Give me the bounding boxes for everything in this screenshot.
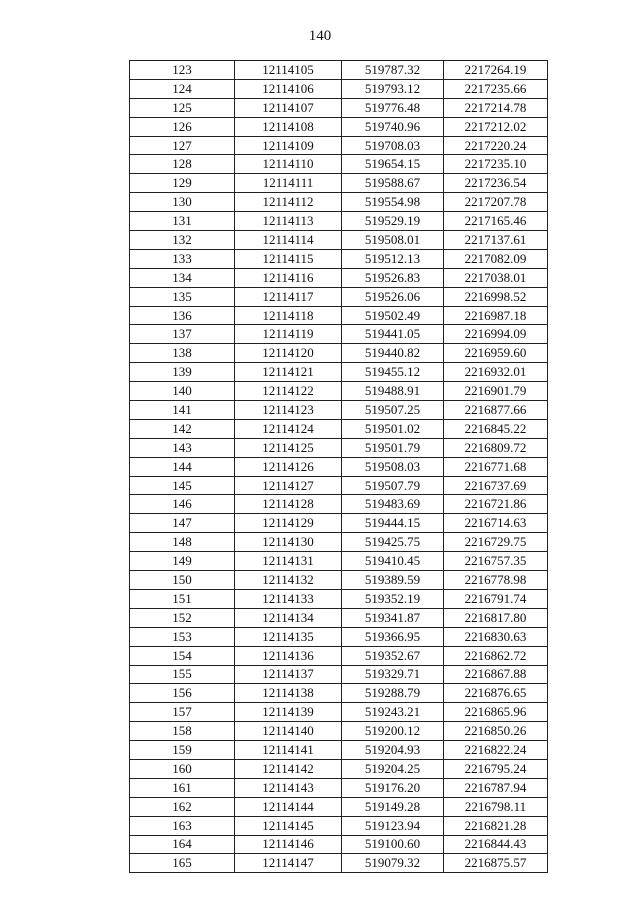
point-id-cell: 12114133 xyxy=(235,589,342,608)
point-number-cell: 135 xyxy=(130,287,235,306)
point-id-cell: 12114106 xyxy=(235,79,342,98)
y-coordinate-cell: 2216932.01 xyxy=(444,363,548,382)
table-row xyxy=(130,835,548,854)
table-row xyxy=(130,854,548,873)
point-id-cell: 12114122 xyxy=(235,382,342,401)
table-row xyxy=(130,722,548,741)
point-number-cell: 145 xyxy=(130,476,235,495)
x-coordinate-cell: 519123.94 xyxy=(342,816,444,835)
y-coordinate-cell: 2216757.35 xyxy=(444,552,548,571)
x-coordinate-cell: 519793.12 xyxy=(342,79,444,98)
point-number-cell: 161 xyxy=(130,778,235,797)
point-number-cell: 147 xyxy=(130,514,235,533)
table-row xyxy=(130,552,548,571)
point-id-cell: 12114128 xyxy=(235,495,342,514)
table-row xyxy=(130,117,548,136)
y-coordinate-cell: 2216994.09 xyxy=(444,325,548,344)
y-coordinate-cell: 2216998.52 xyxy=(444,287,548,306)
y-coordinate-cell: 2216821.28 xyxy=(444,816,548,835)
x-coordinate-cell: 519554.98 xyxy=(342,193,444,212)
coordinates-table-body xyxy=(130,61,548,873)
page-number: 140 xyxy=(308,28,332,44)
point-number-cell: 138 xyxy=(130,344,235,363)
y-coordinate-cell: 2217165.46 xyxy=(444,212,548,231)
point-number-cell: 163 xyxy=(130,816,235,835)
table-row xyxy=(130,665,548,684)
point-number-cell: 149 xyxy=(130,552,235,571)
point-number-cell: 157 xyxy=(130,703,235,722)
x-coordinate-cell: 519787.32 xyxy=(342,61,444,80)
x-coordinate-cell: 519389.59 xyxy=(342,571,444,590)
y-coordinate-cell: 2217212.02 xyxy=(444,117,548,136)
point-id-cell: 12114145 xyxy=(235,816,342,835)
table-row xyxy=(130,249,548,268)
point-number-cell: 143 xyxy=(130,438,235,457)
y-coordinate-cell: 2217137.61 xyxy=(444,231,548,250)
y-coordinate-cell: 2217220.24 xyxy=(444,136,548,155)
y-coordinate-cell: 2217214.78 xyxy=(444,98,548,117)
table-row xyxy=(130,797,548,816)
point-number-cell: 155 xyxy=(130,665,235,684)
x-coordinate-cell: 519441.05 xyxy=(342,325,444,344)
point-id-cell: 12114123 xyxy=(235,401,342,420)
y-coordinate-cell: 2216865.96 xyxy=(444,703,548,722)
x-coordinate-cell: 519200.12 xyxy=(342,722,444,741)
table-row xyxy=(130,98,548,117)
point-id-cell: 12114112 xyxy=(235,193,342,212)
x-coordinate-cell: 519526.06 xyxy=(342,287,444,306)
y-coordinate-cell: 2216876.65 xyxy=(444,684,548,703)
y-coordinate-cell: 2216721.86 xyxy=(444,495,548,514)
point-id-cell: 12114146 xyxy=(235,835,342,854)
y-coordinate-cell: 2216737.69 xyxy=(444,476,548,495)
point-id-cell: 12114131 xyxy=(235,552,342,571)
x-coordinate-cell: 519508.01 xyxy=(342,231,444,250)
y-coordinate-cell: 2216877.66 xyxy=(444,401,548,420)
point-number-cell: 134 xyxy=(130,268,235,287)
point-id-cell: 12114134 xyxy=(235,608,342,627)
x-coordinate-cell: 519366.95 xyxy=(342,627,444,646)
x-coordinate-cell: 519352.19 xyxy=(342,589,444,608)
point-number-cell: 128 xyxy=(130,155,235,174)
point-id-cell: 12114120 xyxy=(235,344,342,363)
x-coordinate-cell: 519588.67 xyxy=(342,174,444,193)
point-number-cell: 127 xyxy=(130,136,235,155)
table-row xyxy=(130,363,548,382)
x-coordinate-cell: 519526.83 xyxy=(342,268,444,287)
point-number-cell: 154 xyxy=(130,646,235,665)
point-id-cell: 12114115 xyxy=(235,249,342,268)
point-id-cell: 12114117 xyxy=(235,287,342,306)
point-number-cell: 156 xyxy=(130,684,235,703)
point-number-cell: 123 xyxy=(130,61,235,80)
y-coordinate-cell: 2217207.78 xyxy=(444,193,548,212)
y-coordinate-cell: 2216959.60 xyxy=(444,344,548,363)
y-coordinate-cell: 2216798.11 xyxy=(444,797,548,816)
point-number-cell: 150 xyxy=(130,571,235,590)
x-coordinate-cell: 519708.03 xyxy=(342,136,444,155)
point-number-cell: 124 xyxy=(130,79,235,98)
point-number-cell: 153 xyxy=(130,627,235,646)
point-id-cell: 12114124 xyxy=(235,419,342,438)
y-coordinate-cell: 2217235.10 xyxy=(444,155,548,174)
point-id-cell: 12114130 xyxy=(235,533,342,552)
x-coordinate-cell: 519488.91 xyxy=(342,382,444,401)
x-coordinate-cell: 519176.20 xyxy=(342,778,444,797)
point-number-cell: 148 xyxy=(130,533,235,552)
table-row xyxy=(130,608,548,627)
x-coordinate-cell: 519507.25 xyxy=(342,401,444,420)
x-coordinate-cell: 519483.69 xyxy=(342,495,444,514)
x-coordinate-cell: 519329.71 xyxy=(342,665,444,684)
y-coordinate-cell: 2217236.54 xyxy=(444,174,548,193)
point-id-cell: 12114127 xyxy=(235,476,342,495)
point-id-cell: 12114141 xyxy=(235,741,342,760)
point-number-cell: 137 xyxy=(130,325,235,344)
point-id-cell: 12114111 xyxy=(235,174,342,193)
point-number-cell: 160 xyxy=(130,759,235,778)
point-id-cell: 12114110 xyxy=(235,155,342,174)
y-coordinate-cell: 2216987.18 xyxy=(444,306,548,325)
table-row xyxy=(130,174,548,193)
point-id-cell: 12114126 xyxy=(235,457,342,476)
table-row xyxy=(130,287,548,306)
point-number-cell: 140 xyxy=(130,382,235,401)
table-row xyxy=(130,816,548,835)
table-row xyxy=(130,589,548,608)
y-coordinate-cell: 2216830.63 xyxy=(444,627,548,646)
y-coordinate-cell: 2216787.94 xyxy=(444,778,548,797)
x-coordinate-cell: 519352.67 xyxy=(342,646,444,665)
point-number-cell: 164 xyxy=(130,835,235,854)
point-number-cell: 158 xyxy=(130,722,235,741)
table-row xyxy=(130,419,548,438)
x-coordinate-cell: 519507.79 xyxy=(342,476,444,495)
y-coordinate-cell: 2217038.01 xyxy=(444,268,548,287)
point-number-cell: 162 xyxy=(130,797,235,816)
y-coordinate-cell: 2216822.24 xyxy=(444,741,548,760)
y-coordinate-cell: 2216795.24 xyxy=(444,759,548,778)
point-id-cell: 12114118 xyxy=(235,306,342,325)
point-id-cell: 12114119 xyxy=(235,325,342,344)
table-row xyxy=(130,514,548,533)
point-number-cell: 151 xyxy=(130,589,235,608)
point-id-cell: 12114137 xyxy=(235,665,342,684)
table-row xyxy=(130,457,548,476)
point-id-cell: 12114129 xyxy=(235,514,342,533)
point-number-cell: 152 xyxy=(130,608,235,627)
point-number-cell: 159 xyxy=(130,741,235,760)
x-coordinate-cell: 519512.13 xyxy=(342,249,444,268)
point-number-cell: 126 xyxy=(130,117,235,136)
table-row xyxy=(130,476,548,495)
table-row xyxy=(130,79,548,98)
point-id-cell: 12114113 xyxy=(235,212,342,231)
x-coordinate-cell: 519455.12 xyxy=(342,363,444,382)
point-id-cell: 12114143 xyxy=(235,778,342,797)
x-coordinate-cell: 519204.25 xyxy=(342,759,444,778)
x-coordinate-cell: 519204.93 xyxy=(342,741,444,760)
point-id-cell: 12114132 xyxy=(235,571,342,590)
x-coordinate-cell: 519079.32 xyxy=(342,854,444,873)
x-coordinate-cell: 519288.79 xyxy=(342,684,444,703)
x-coordinate-cell: 519149.28 xyxy=(342,797,444,816)
table-row xyxy=(130,401,548,420)
x-coordinate-cell: 519776.48 xyxy=(342,98,444,117)
point-number-cell: 130 xyxy=(130,193,235,212)
x-coordinate-cell: 519440.82 xyxy=(342,344,444,363)
x-coordinate-cell: 519502.49 xyxy=(342,306,444,325)
table-row xyxy=(130,61,548,80)
point-id-cell: 12114144 xyxy=(235,797,342,816)
coordinates-table xyxy=(129,60,548,873)
y-coordinate-cell: 2216850.26 xyxy=(444,722,548,741)
point-id-cell: 12114136 xyxy=(235,646,342,665)
table-row xyxy=(130,306,548,325)
point-number-cell: 133 xyxy=(130,249,235,268)
point-number-cell: 165 xyxy=(130,854,235,873)
table-row xyxy=(130,571,548,590)
point-number-cell: 131 xyxy=(130,212,235,231)
y-coordinate-cell: 2216809.72 xyxy=(444,438,548,457)
x-coordinate-cell: 519444.15 xyxy=(342,514,444,533)
y-coordinate-cell: 2216729.75 xyxy=(444,533,548,552)
x-coordinate-cell: 519740.96 xyxy=(342,117,444,136)
y-coordinate-cell: 2216867.88 xyxy=(444,665,548,684)
y-coordinate-cell: 2216817.80 xyxy=(444,608,548,627)
table-row xyxy=(130,759,548,778)
point-number-cell: 136 xyxy=(130,306,235,325)
point-number-cell: 142 xyxy=(130,419,235,438)
x-coordinate-cell: 519410.45 xyxy=(342,552,444,571)
table-row xyxy=(130,344,548,363)
point-id-cell: 12114147 xyxy=(235,854,342,873)
y-coordinate-cell: 2216714.63 xyxy=(444,514,548,533)
table-row xyxy=(130,703,548,722)
y-coordinate-cell: 2216901.79 xyxy=(444,382,548,401)
table-row xyxy=(130,155,548,174)
table-row xyxy=(130,778,548,797)
point-id-cell: 12114125 xyxy=(235,438,342,457)
point-id-cell: 12114116 xyxy=(235,268,342,287)
point-number-cell: 146 xyxy=(130,495,235,514)
table-row xyxy=(130,268,548,287)
x-coordinate-cell: 519100.60 xyxy=(342,835,444,854)
x-coordinate-cell: 519654.15 xyxy=(342,155,444,174)
table-row xyxy=(130,741,548,760)
x-coordinate-cell: 519425.75 xyxy=(342,533,444,552)
point-number-cell: 129 xyxy=(130,174,235,193)
x-coordinate-cell: 519243.21 xyxy=(342,703,444,722)
table-row xyxy=(130,438,548,457)
y-coordinate-cell: 2216875.57 xyxy=(444,854,548,873)
x-coordinate-cell: 519341.87 xyxy=(342,608,444,627)
table-row xyxy=(130,193,548,212)
point-id-cell: 12114140 xyxy=(235,722,342,741)
x-coordinate-cell: 519508.03 xyxy=(342,457,444,476)
point-id-cell: 12114108 xyxy=(235,117,342,136)
table-row xyxy=(130,495,548,514)
point-number-cell: 125 xyxy=(130,98,235,117)
point-number-cell: 144 xyxy=(130,457,235,476)
y-coordinate-cell: 2216844.43 xyxy=(444,835,548,854)
point-id-cell: 12114121 xyxy=(235,363,342,382)
point-id-cell: 12114139 xyxy=(235,703,342,722)
table-row xyxy=(130,646,548,665)
table-row xyxy=(130,231,548,250)
table-row xyxy=(130,212,548,231)
y-coordinate-cell: 2217235.66 xyxy=(444,79,548,98)
table-row xyxy=(130,136,548,155)
y-coordinate-cell: 2216778.98 xyxy=(444,571,548,590)
point-number-cell: 141 xyxy=(130,401,235,420)
x-coordinate-cell: 519529.19 xyxy=(342,212,444,231)
x-coordinate-cell: 519501.02 xyxy=(342,419,444,438)
point-number-cell: 132 xyxy=(130,231,235,250)
point-id-cell: 12114105 xyxy=(235,61,342,80)
point-id-cell: 12114142 xyxy=(235,759,342,778)
table-row xyxy=(130,533,548,552)
y-coordinate-cell: 2217082.09 xyxy=(444,249,548,268)
table-row xyxy=(130,325,548,344)
point-id-cell: 12114107 xyxy=(235,98,342,117)
y-coordinate-cell: 2216845.22 xyxy=(444,419,548,438)
y-coordinate-cell: 2216862.72 xyxy=(444,646,548,665)
point-id-cell: 12114114 xyxy=(235,231,342,250)
x-coordinate-cell: 519501.79 xyxy=(342,438,444,457)
point-id-cell: 12114135 xyxy=(235,627,342,646)
point-number-cell: 139 xyxy=(130,363,235,382)
y-coordinate-cell: 2217264.19 xyxy=(444,61,548,80)
table-row xyxy=(130,684,548,703)
table-row xyxy=(130,382,548,401)
point-id-cell: 12114109 xyxy=(235,136,342,155)
y-coordinate-cell: 2216771.68 xyxy=(444,457,548,476)
point-id-cell: 12114138 xyxy=(235,684,342,703)
y-coordinate-cell: 2216791.74 xyxy=(444,589,548,608)
table-row xyxy=(130,627,548,646)
